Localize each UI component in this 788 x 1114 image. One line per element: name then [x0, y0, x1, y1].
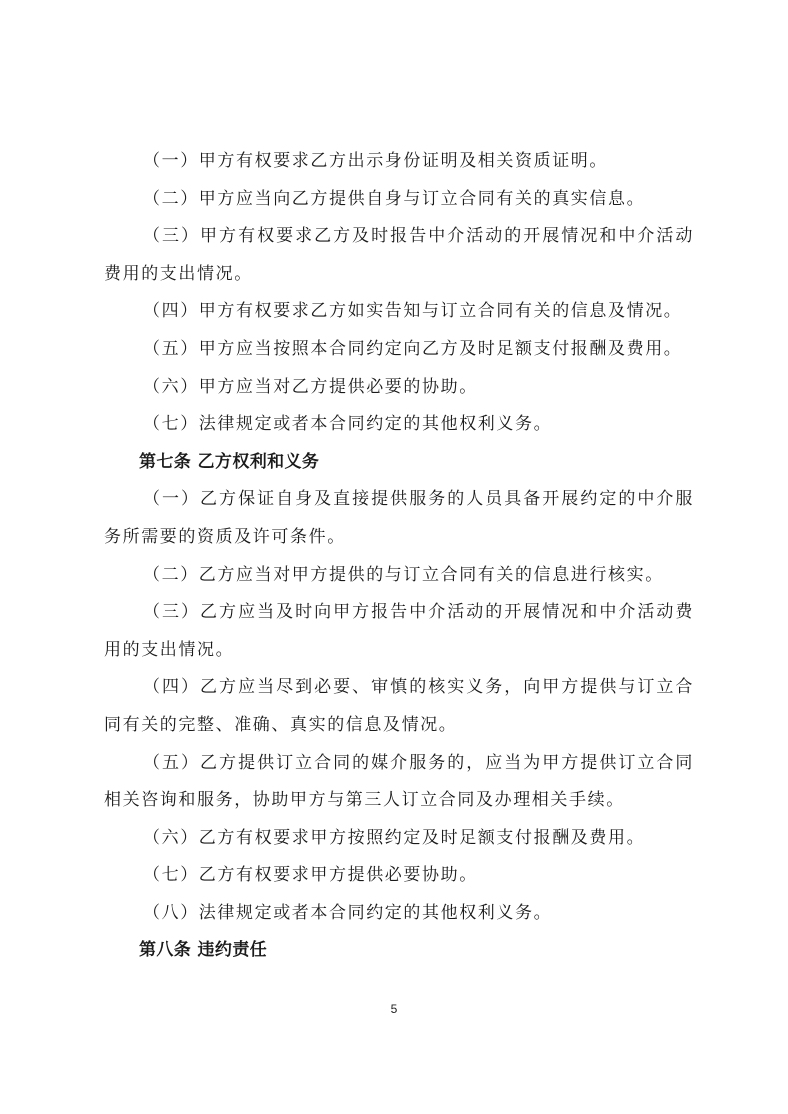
paragraph: （三）乙方应当及时向甲方报告中介活动的开展情况和中介活动费用的支出情况。: [104, 602, 694, 660]
paragraph: （七）法律规定或者本合同约定的其他权利义务。: [143, 414, 553, 435]
paragraph: （五）乙方提供订立合同的媒介服务的，应当为甲方提供订立合同相关咨询和服务，协助甲方与第三人订立合同及办理相关手续。: [104, 752, 694, 811]
paragraph: （八）法律规定或者本合同约定的其他权利义务。: [143, 902, 553, 923]
paragraph: （四）乙方应当尽到必要、审慎的核实义务，向甲方提供与订立合同有关的完整、准确、真实的信息及情况。: [104, 677, 694, 735]
paragraph: （四）甲方有权要求乙方如实告知与订立合同有关的信息及情况。: [143, 301, 683, 322]
paragraph: （六）甲方应当对乙方提供必要的协助。: [143, 376, 478, 397]
paragraph: （五）甲方应当按照本合同约定向乙方及时足额支付报酬及费用。: [143, 338, 683, 359]
paragraph: （一）甲方有权要求乙方出示身份证明及相关资质证明。: [143, 151, 608, 171]
article-heading: 第七条 乙方权利和义务: [139, 451, 320, 472]
page-number: 5: [390, 1002, 398, 1016]
paragraph: （三）甲方有权要求乙方及时报告中介活动的开展情况和中介活动费用的支出情况。: [104, 226, 694, 284]
paragraph: （二）乙方应当对甲方提供的与订立合同有关的信息进行核实。: [143, 564, 664, 585]
document-body: [104, 143, 694, 970]
paragraph: （二）甲方应当向乙方提供自身与订立合同有关的真实信息。: [143, 188, 646, 209]
paragraph: （六）乙方有权要求甲方按照约定及时足额支付报酬及费用。: [143, 827, 646, 848]
article-heading: 第八条 违约责任: [139, 940, 268, 961]
paragraph: （七）乙方有权要求甲方提供必要协助。: [143, 865, 478, 886]
paragraph: （一）乙方保证自身及直接提供服务的人员具备开展约定的中介服务所需要的资质及许可条件。: [104, 489, 694, 547]
